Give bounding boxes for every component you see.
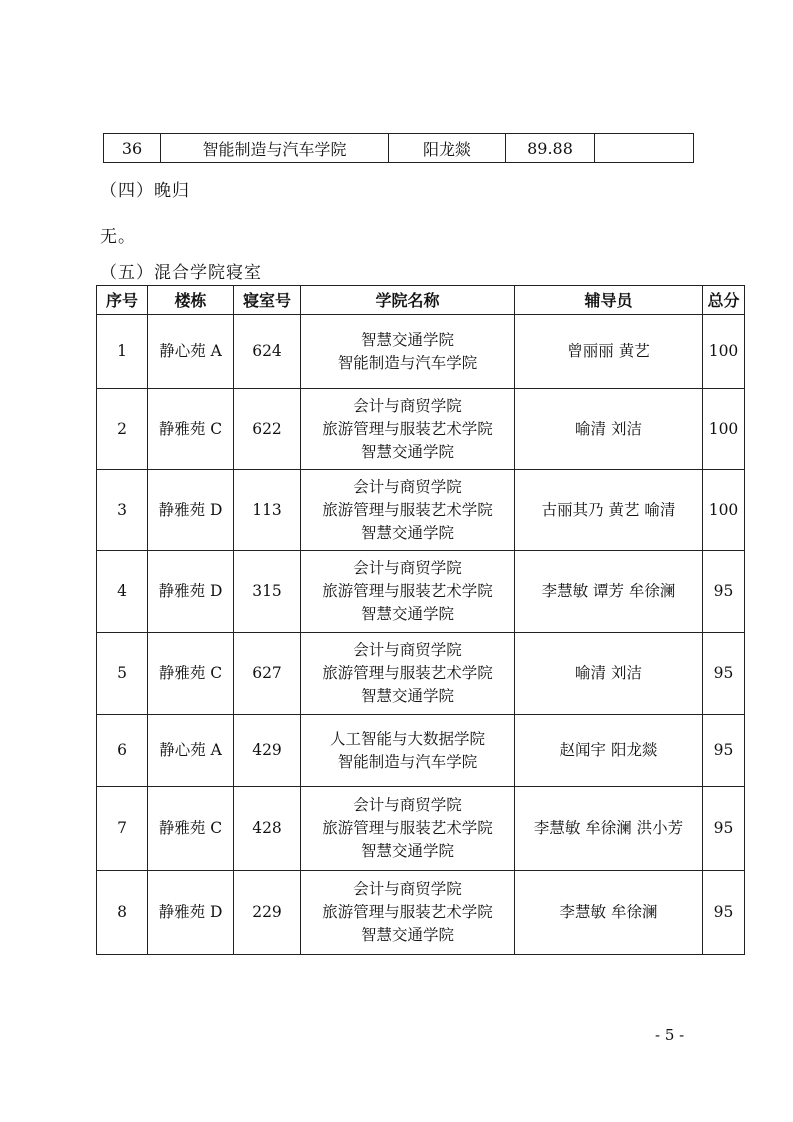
empty-cell (595, 134, 694, 163)
table-header-row (97, 286, 745, 315)
room-number: 428 (234, 787, 301, 871)
counselors: 李慧敏 牟徐澜 (515, 871, 703, 955)
table-row (104, 134, 694, 163)
college-names (301, 315, 515, 389)
college-names (301, 470, 515, 551)
table-row (97, 871, 745, 955)
row-index: 2 (97, 389, 148, 470)
college-name: 旅游管理与服装艺术学院 (322, 903, 493, 921)
building: 静心苑 A (148, 315, 234, 389)
section-heading-late-return: （四）晚归 (100, 181, 190, 201)
room-number: 113 (234, 470, 301, 551)
college-name: 智慧交通学院 (360, 842, 454, 860)
section-content-late-return: 无。 (100, 227, 136, 247)
college-names (301, 633, 515, 715)
college-name: 智慧交通学院 (360, 926, 454, 944)
college-name: 智慧交通学院 (360, 687, 454, 705)
score: 95 (703, 551, 745, 633)
header-room: 寝室号 (234, 286, 301, 315)
room-number: 627 (234, 633, 301, 715)
counselors: 喻清 刘洁 (515, 389, 703, 470)
college-name: 会计与商贸学院 (353, 559, 462, 577)
building: 静雅苑 D (148, 551, 234, 633)
college-name: 智慧交通学院 (360, 442, 454, 461)
previous-table-row (103, 133, 694, 163)
header-index: 序号 (97, 286, 148, 315)
college-name: 智慧交通学院 (360, 330, 454, 349)
counselors: 曾丽丽 黄艺 (515, 315, 703, 389)
room-number: 622 (234, 389, 301, 470)
college-name: 旅游管理与服装艺术学院 (322, 582, 493, 600)
table-row (97, 389, 745, 470)
score: 89.88 (506, 134, 595, 163)
college-name: 会计与商贸学院 (353, 396, 462, 415)
college-names (301, 389, 515, 470)
header-counselor: 辅导员 (515, 286, 703, 315)
college-name: 会计与商贸学院 (353, 477, 462, 496)
college-names (301, 787, 515, 871)
building: 静雅苑 C (148, 787, 234, 871)
header-college: 学院名称 (301, 286, 515, 315)
building: 静雅苑 D (148, 871, 234, 955)
room-number: 429 (234, 715, 301, 787)
header-score: 总分 (703, 286, 745, 315)
college-name: 旅游管理与服装艺术学院 (322, 819, 493, 837)
counselors: 喻清 刘洁 (515, 633, 703, 715)
table-row (97, 715, 745, 787)
building: 静雅苑 D (148, 470, 234, 551)
table-row (97, 633, 745, 715)
counselor-name: 阳龙燚 (389, 134, 506, 163)
college-name: 旅游管理与服装艺术学院 (322, 664, 493, 682)
college-name: 会计与商贸学院 (353, 796, 462, 814)
college-names (301, 551, 515, 633)
header-building: 楼栋 (148, 286, 234, 315)
table-row (97, 470, 745, 551)
row-index: 8 (97, 871, 148, 955)
college-name: 智能制造与汽车学院 (337, 353, 478, 372)
table-row (97, 787, 745, 871)
college-name: 智能制造与汽车学院 (161, 134, 389, 163)
room-number: 315 (234, 551, 301, 633)
row-index: 1 (97, 315, 148, 389)
row-index: 4 (97, 551, 148, 633)
score: 95 (703, 871, 745, 955)
table-row (97, 315, 745, 389)
counselors: 古丽其乃 黄艺 喻清 (515, 470, 703, 551)
counselors: 李慧敏 牟徐澜 洪小芳 (515, 787, 703, 871)
building: 静雅苑 C (148, 389, 234, 470)
college-names (301, 715, 515, 787)
college-name: 会计与商贸学院 (353, 641, 462, 659)
page-number: - 5 - (655, 1026, 685, 1044)
score: 95 (703, 633, 745, 715)
counselors: 赵闻宇 阳龙燚 (515, 715, 703, 787)
score: 100 (703, 470, 745, 551)
college-name: 旅游管理与服装艺术学院 (322, 419, 493, 438)
row-index: 7 (97, 787, 148, 871)
score: 100 (703, 389, 745, 470)
college-name: 会计与商贸学院 (353, 880, 462, 898)
college-name: 智慧交通学院 (360, 605, 454, 623)
building: 静雅苑 C (148, 633, 234, 715)
college-name: 人工智能与大数据学院 (329, 729, 485, 748)
mixed-dorm-table (96, 285, 745, 955)
row-index: 36 (104, 134, 161, 163)
score: 95 (703, 787, 745, 871)
section-heading-mixed-dorms: （五）混合学院寝室 (100, 263, 262, 283)
score: 95 (703, 715, 745, 787)
row-index: 5 (97, 633, 148, 715)
college-names (301, 871, 515, 955)
score: 100 (703, 315, 745, 389)
row-index: 6 (97, 715, 148, 787)
row-index: 3 (97, 470, 148, 551)
building: 静心苑 A (148, 715, 234, 787)
college-name: 智能制造与汽车学院 (337, 752, 478, 771)
room-number: 229 (234, 871, 301, 955)
college-name: 旅游管理与服装艺术学院 (322, 500, 493, 519)
counselors: 李慧敏 谭芳 牟徐澜 (515, 551, 703, 633)
table-row (97, 551, 745, 633)
college-name: 智慧交通学院 (360, 523, 454, 542)
room-number: 624 (234, 315, 301, 389)
